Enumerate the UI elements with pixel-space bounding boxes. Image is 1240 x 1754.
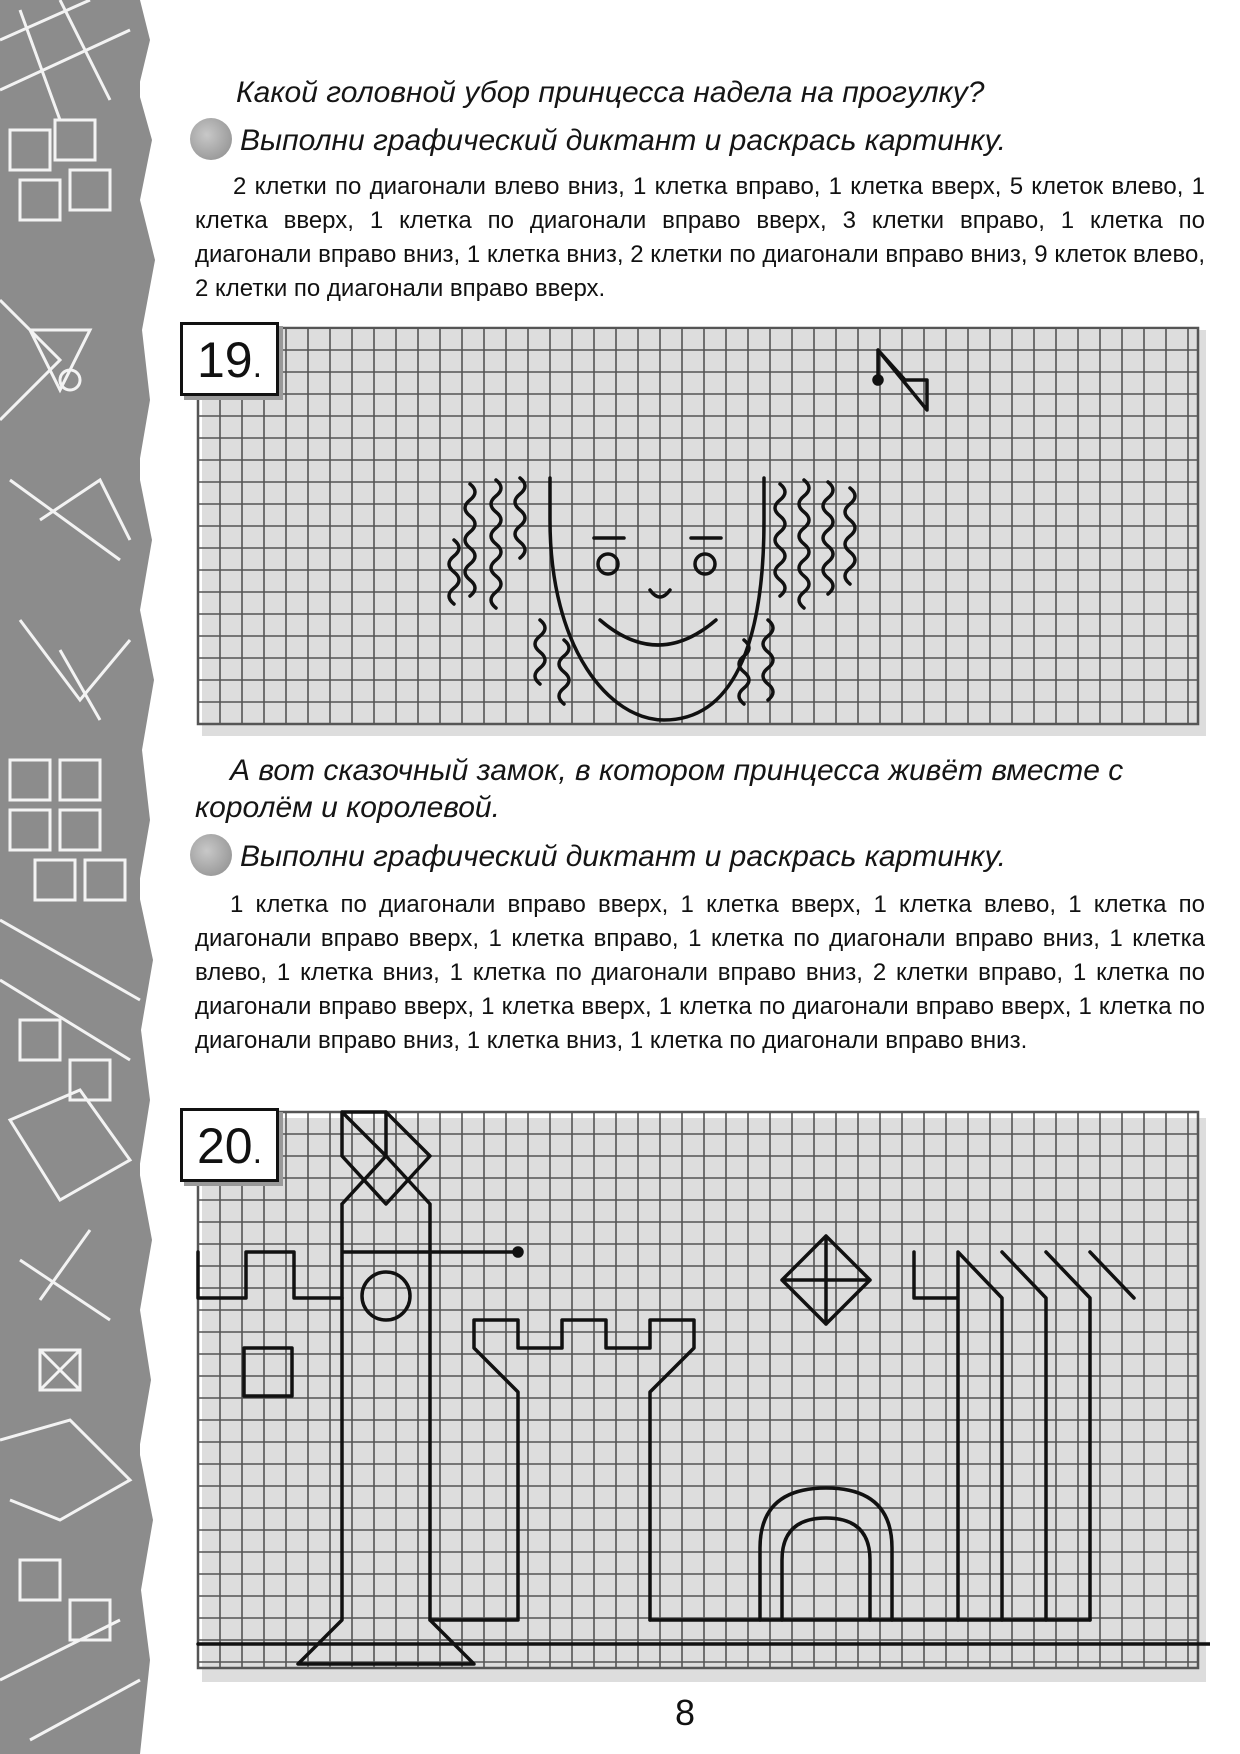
grid-exercise-19	[170, 320, 1210, 740]
exercise-20-number: 20	[197, 1118, 253, 1174]
decorative-side-strip	[0, 0, 160, 1754]
section1-task	[190, 118, 1006, 160]
bullet-icon	[190, 118, 232, 160]
start-dot	[514, 1248, 522, 1256]
exercise-19-number: 19	[197, 332, 253, 388]
section2-task	[190, 834, 1006, 876]
start-dot	[874, 376, 882, 384]
section1-instructions: 2 клетки по диагонали влево вниз, 1 клетка вправо, 1 клетка вверх, 5 клеток влево, 1 клетка вверх, 1 клетка по диагонали вправо вверх, 3 клетки вправо, 1 клетка по диагонали вправо вниз, 1 клетка вниз, 2 клетки по диагонали вправо вниз, 9 клеток влево, 2 клетки по диагонали вправо вверх.	[195, 173, 1205, 302]
section2-question: А вот сказочный замок, в котором принцесса живёт вместе с королём и королевой.	[195, 754, 1124, 824]
grid-exercise-20	[170, 1108, 1210, 1686]
exercise-number-20	[180, 1108, 279, 1182]
section1-question: Какой головной убор принцесса надела на прогулку?	[236, 76, 985, 109]
page-number: 8	[674, 1692, 696, 1733]
exercise-number-19	[180, 322, 279, 396]
section1-task-text: Выполни графический диктант и раскрась картинку.	[240, 124, 1006, 157]
exercise-20-dot: .	[252, 1133, 263, 1171]
section2-instructions: 1 клетка по диагонали вправо вверх, 1 клетка вверх, 1 клетка влево, 1 клетка по диагонали вправо вверх, 1 клетка вправо, 1 клетка по диагонали вправо вниз, 1 клетка влево, 1 клетка вниз, 1 клетка по диагонали вправо вниз, 2 клетки вправо, 1 клетка по диагонали вправо вверх, 1 клетка вверх, 1 клетка по диагонали вправо вверх, 1 клетка по диагонали вправо вниз, 1 клетка вниз, 1 клетка по диагонали вправо вниз.	[195, 891, 1205, 1054]
section2-task-text: Выполни графический диктант и раскрась картинку.	[240, 840, 1006, 873]
bullet-icon	[190, 834, 232, 876]
exercise-19-dot: .	[252, 347, 263, 385]
